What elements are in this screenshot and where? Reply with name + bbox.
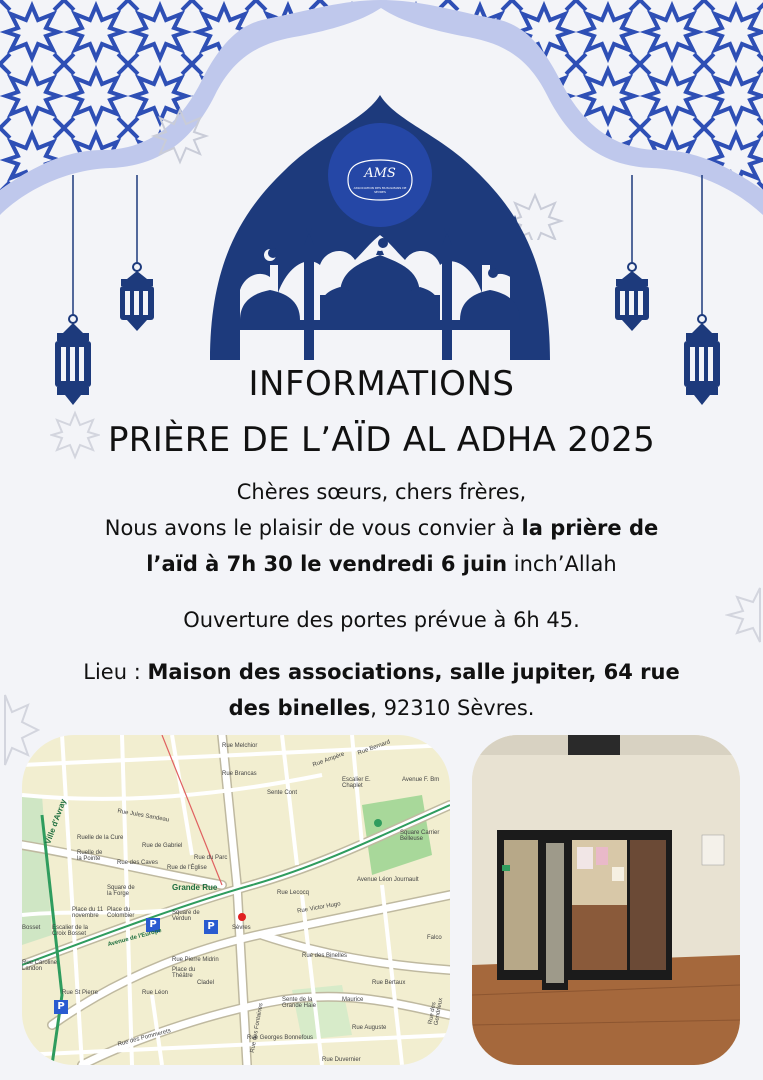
map-label: Rue Pierre Midrin <box>172 957 219 963</box>
entrance-illustration <box>472 735 740 1065</box>
parking-icon: P <box>54 1000 68 1014</box>
map-label: Rue Georges Bonnefous <box>247 1035 314 1041</box>
map-label: Rue Lecocq <box>277 890 310 896</box>
invite-intro: Nous avons le plaisir de vous convier à <box>104 516 522 540</box>
map-label: Rue des Fontaines <box>249 1002 265 1054</box>
map-label: Avenue Léon Journault <box>357 877 419 883</box>
lantern-icon <box>610 175 654 335</box>
map-label: Avenue de l'Europe <box>107 927 163 949</box>
location-label: Lieu : <box>83 660 148 684</box>
map-label: Rue Victor Hugo <box>296 901 342 915</box>
map-label: Rue de Gabriel <box>142 843 183 849</box>
map-label: Rue de l'Église <box>167 865 207 871</box>
map-label: Square de la Forge <box>107 885 135 897</box>
map-label: Avenue F. Bm <box>402 777 440 783</box>
lantern-icon <box>115 175 159 335</box>
map-label: Bosset <box>22 925 41 931</box>
map-label: Rue Jules Sandeau <box>116 808 170 824</box>
map-label: Ruelle de la Cure <box>77 835 124 841</box>
map-label: Ville d'Avray <box>43 797 68 846</box>
map-label: Escalier E. Chaplet <box>342 777 371 789</box>
invite-bold-2: l’aïd à 7h 30 le vendredi 6 juin <box>146 552 508 576</box>
map-label: Square de Verdun <box>172 910 200 922</box>
map-label: Ruelle de la Pointe <box>77 850 103 862</box>
map-label: Sente de la Grande Haie <box>282 997 317 1009</box>
invitation-paragraph <box>0 474 763 582</box>
map-label: Rue Brancas <box>222 771 257 777</box>
map-label: Rue des Caves <box>117 860 159 866</box>
logo-caption: ASSOCIATION DES MUSULMANS DE SÈVRES <box>353 186 407 194</box>
logo-monogram: AMS <box>364 166 396 181</box>
map-label: Maurice <box>342 997 364 1003</box>
map-label: Rue Ampère <box>311 751 346 769</box>
location-end: , 92310 Sèvres. <box>370 696 535 720</box>
map-label: Rue Melchior <box>222 743 258 749</box>
map-label: Place du Colombier <box>107 907 135 919</box>
venue-entrance-photo <box>472 735 740 1065</box>
title-informations: INFORMATIONS <box>248 364 515 404</box>
association-logo <box>330 150 430 220</box>
map-label: Rue des Gendrleux <box>427 997 445 1026</box>
map-label: Rue Auguste <box>352 1025 387 1031</box>
map-label: Rue Bernard <box>357 739 392 757</box>
map-label: Escalier de la Croix Bosset <box>52 925 89 937</box>
doors-opening-text: Ouverture des portes prévue à 6h 45. <box>183 608 580 632</box>
invite-line-1 <box>0 510 763 546</box>
map-label: Rue Duvernier <box>322 1057 361 1063</box>
map-label: Rue Caroline Landon <box>22 960 58 972</box>
location-paragraph <box>0 654 763 726</box>
map-label: Square Carrier Belleuse <box>400 830 440 842</box>
greeting-line: Chères sœurs, chers frères, <box>236 480 527 504</box>
map-streets <box>22 735 450 1065</box>
title-priere-aid: PRIÈRE DE L’AÏD AL ADHA 2025 <box>107 420 656 460</box>
map-label: Grande Rue <box>172 883 218 892</box>
map-label: Rue des Binelles <box>302 953 348 959</box>
map-label: Rue des Pommerets <box>117 1028 172 1048</box>
location-line-2 <box>0 690 763 726</box>
map-label: Sèvres <box>232 925 251 931</box>
map-label: Falco <box>427 935 442 941</box>
invite-line-2 <box>0 546 763 582</box>
mosque-dome-illustration <box>200 95 560 360</box>
map-label: Place du Théâtre <box>172 967 196 979</box>
parking-icon: P <box>146 918 160 932</box>
invite-bold-1: la prière de <box>521 516 659 540</box>
parking-icon: P <box>204 920 218 934</box>
map-label: Rue Bertaux <box>372 980 406 986</box>
map-label: Cladel <box>197 980 215 986</box>
location-bold-2: des binelles <box>228 696 371 720</box>
location-bold-1: Maison des associations, salle jupiter, 64 rue <box>147 660 680 684</box>
map-label: Sente Cont <box>267 790 298 796</box>
street-map <box>22 735 450 1065</box>
map-label: Rue St Pierre <box>62 990 99 996</box>
map-label: Rue du Parc <box>194 855 228 861</box>
location-line-1 <box>0 654 763 690</box>
invite-end: inch’Allah <box>507 552 617 576</box>
map-label: Place du 11 novembre <box>72 907 104 919</box>
map-label: Rue Léon <box>142 990 169 996</box>
